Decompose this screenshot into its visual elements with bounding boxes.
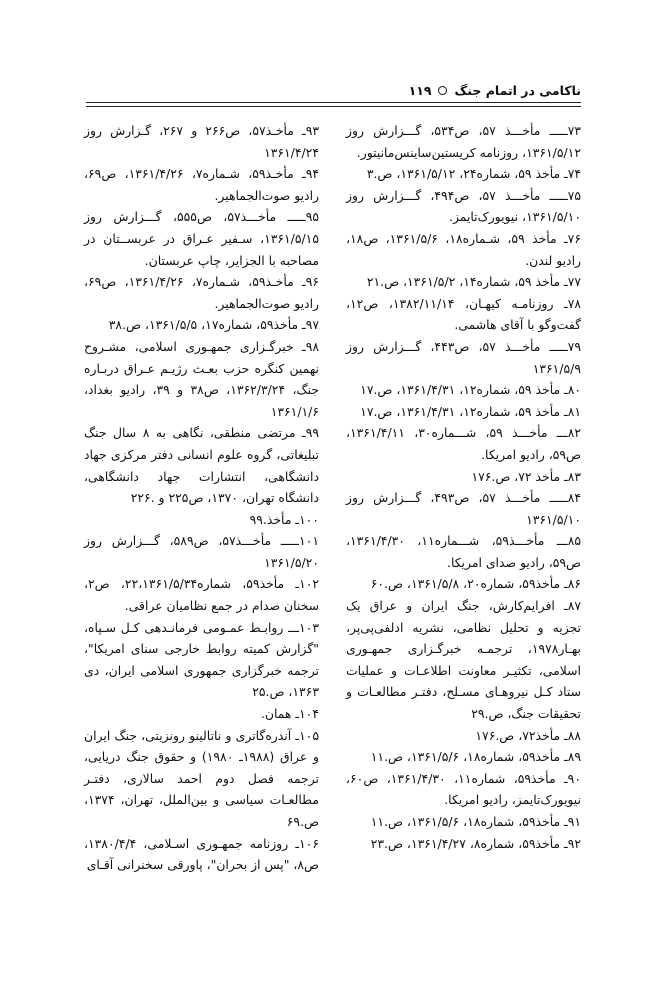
footnote-82: ۸۲ـــ مأخـــذ ۵۹، شـــماره۳۰، ۱۳۶۱/۴/۱۱، ص۵۹، رادیو امریکا.: [346, 425, 581, 462]
footnote-103: ۱۰۳ـــ روابـط عمـومی فرمانـدهی کـل سـپاه، "گزارش کمیته روابط خارجی سنای امریکا"، ترجمه خبرگزاری جمهوری اسلامی ایران، دی ۱۳۶۳، ص.۲۵: [84, 619, 319, 700]
footnote-104: ۱۰۴ـ همان.: [260, 706, 319, 722]
footnote-83: ۸۳ـ مأخذ ۷۲، ص.۱۷۶: [471, 468, 581, 484]
footnote-84: ۸۴ـــــ مأخـــذ ۵۷، ص۴۹۳، گـــزارش روز ۱۳۶۱/۵/۱۰: [346, 490, 582, 527]
footnote-105: ۱۰۵ـ آندره‌گاتری و ناتالینو رونزیتی، جنگ ایران و عراق (۱۹۸۸ـ ۱۹۸۰) و حقوق جنگ دریایی، ترجمه فصل دوم احمد سالاری، دفتـر مطالعـات سیاسی و بین‌الملل، تهران، ۱۳۷۴، ص.۶۹: [84, 727, 319, 829]
footnote-87: ۸۷ـ افرایم‌کارش، جنگ ایران و عراق یک تجزیه و تحلیل نظامی، نشریه ادلفی‌پی‌پر، بهـار۱۹۷۸، ترجمـه خبرگـزاری جمهـوری اسلامی، تکثیـر معاونت اطلاعـات و عملیات ستاد کـل نیروهـای مسـلح، دفتـر مطالعـات و تحقیقات جنگ، ص.۲۹: [346, 598, 581, 722]
footnote-100: ۱۰۰ـ مأخذ.۹۹: [249, 511, 319, 527]
header-rule-bottom: [86, 106, 581, 107]
footnote-101: ۱۰۱ـــــ مأخـــذ۵۷، ص۵۸۹، گـــزارش روز ۱۳۶۱/۵/۲۰: [84, 533, 319, 570]
footnote-94: ۹۴ـ مأخـذ۵۹، شـماره۷، ۱۳۶۱/۴/۲۶، ص۶۹، رادیو صوت‌الجماهیر.: [84, 166, 319, 203]
footnote-91: ۹۱ـ مأخذ۵۹، شماره۱۸، ۱۳۶۱/۵/۶، ص.۱۱: [370, 814, 581, 829]
footnote-86: ۸۶ـ مأخذ۵۹، شماره۲۰، ۱۳۶۱/۵/۸، ص.۶۰: [370, 576, 581, 592]
footnote-78: ۷۸ـ روزنامـه کیهـان، ۱۳۸۲/۱۱/۱۴، ص۱۲، گفت‌وگو با آقای هاشمی.: [346, 295, 582, 333]
footnote-92: ۹۲ـ مأخذ۵۹، شماره۸، ۱۳۶۱/۴/۲۷، ص.۲۳: [370, 835, 581, 851]
footnote-89: ۸۹ـ مأخذ۵۹، شماره۱۸، ۱۳۶۱/۵/۶، ص.۱۱: [370, 749, 581, 765]
footnote-96: ۹۶ـ مأخـذ۵۹، شـماره۷، ۱۳۶۱/۴/۲۶، ص۶۹، رادیو صوت‌الجماهیر.: [84, 274, 319, 311]
running-header: [86, 78, 581, 102]
footnote-88: ۸۸ـ مأخذ۷۲، ص.۱۷۶: [475, 727, 581, 743]
footnote-85: ۸۵ـــ مأخـــذ۵۹، شـــماره۱۱، ۱۳۶۱/۴/۳۰، ص۵۹، رادیو صدای امریکا.: [346, 533, 581, 570]
footnote-77: ۷۷ـ مأخذ ۵۹، شماره۱۴، ۱۳۶۱/۵/۲، ص.۲۱: [366, 274, 581, 290]
footnotes-column-right: [346, 120, 581, 854]
header-rule-top: [86, 102, 581, 103]
footnote-97: ۹۷ـ مأخذ۵۹، شماره۱۷، ۱۳۶۱/۵/۵، ص.۳۸: [108, 317, 319, 333]
footnote-102: ۱۰۲ـ مأخذ۵۹، شماره۲۲،۱۳۶۱/۵/۳۴، ص۲، سخنان صدام در جمع نظامیان عراقی.: [84, 576, 320, 614]
page-number: ۱۱۹: [408, 82, 432, 98]
footnote-79: ۷۹ـــــ مأخـــذ ۵۷، ص۴۴۳، گـــزارش روز ۱۳۶۱/۵/۹: [346, 338, 582, 376]
footnotes-column-left: [84, 120, 319, 876]
header-title: ناکامی در اتمام جنگ: [454, 82, 581, 98]
footnote-81: ۸۱ـ مأخذ ۵۹، شماره۱۲، ۱۳۶۱/۴/۳۱، ص.۱۷: [360, 403, 581, 419]
footnote-75: ۷۵ـــــ مأخـــذ ۵۷، ص۴۹۴، گـــزارش روز ۱۳۶۱/۵/۱۰، نیویورک‌تایمز.: [346, 187, 582, 225]
footnote-73: ۷۳ـــــ مأخـــذ ۵۷، ص۵۳۴، گـــزارش روز ۱۳۶۱/۵/۱۲، روزنامه کریستین‌ساینس‌مانیتور.: [346, 123, 582, 160]
footnote-106: ۱۰۶ـ روزنامه جمهـوری اسـلامی، ۱۳۸۰/۴/۴، ص۸، "پس از بحران"، پاورقی سخنرانی آقـای: [84, 835, 319, 873]
footnote-74: ۷۴ـ مأخذ ۵۹، شماره۲۴، ۱۳۶۱/۵/۱۲، ص.۳: [366, 166, 581, 182]
footnote-95: ۹۵ـــــ مأخـــذ۵۷، ص۵۵۵، گـــزارش روز ۱۳۶۱/۵/۱۵، سـفیر عـراق در عربســتان در مصاحبه با الجزایر، چاپ عربستان.: [84, 209, 320, 268]
footnote-98: ۹۸ـ خبرگـزاری جمهـوری اسلامی، مشـروح نهمین کنگره حزب بعـث رژیـم عـراق دربـاره جنگ، ۱۳۶۲/۳/۲۴، ص۳۸ و ۳۹، رادیو بغداد، ۱۳۶۱/۱/۶: [84, 338, 319, 419]
footnote-80: ۸۰ـ مأخذ ۵۹، شماره۱۲، ۱۳۶۱/۴/۳۱، ص.۱۷: [360, 382, 581, 398]
circle-ornament-icon: [438, 86, 447, 95]
footnote-90: ۹۰ـ مأخذ۵۹، شماره۱۱، ۱۳۶۱/۴/۳۰، ص۶۰، نیویورک‌تایمز، رادیو امریکا.: [346, 770, 581, 808]
footnote-76: ۷۶ـ مأخذ ۵۹، شـماره۱۸، ۱۳۶۱/۵/۶، ص۱۸، رادیو لندن.: [346, 230, 581, 268]
footnote-99: ۹۹ـ مرتضی منطقی، نگاهی به ۸ سال جنگ تبلیغاتی، گروه علوم انسانی دفتر مرکزی جهاد دانشگاهی، انتشارات جهاد دانشگاهی، دانشگاه تهران، ۱۳۷۰، ص۲۲۵ و .۲۲۶: [84, 425, 319, 506]
footnote-93: ۹۳ـ مأخـذ۵۷، ص۲۶۶ و ۲۶۷، گـزارش روز ۱۳۶۱/۴/۲۴: [84, 123, 319, 160]
